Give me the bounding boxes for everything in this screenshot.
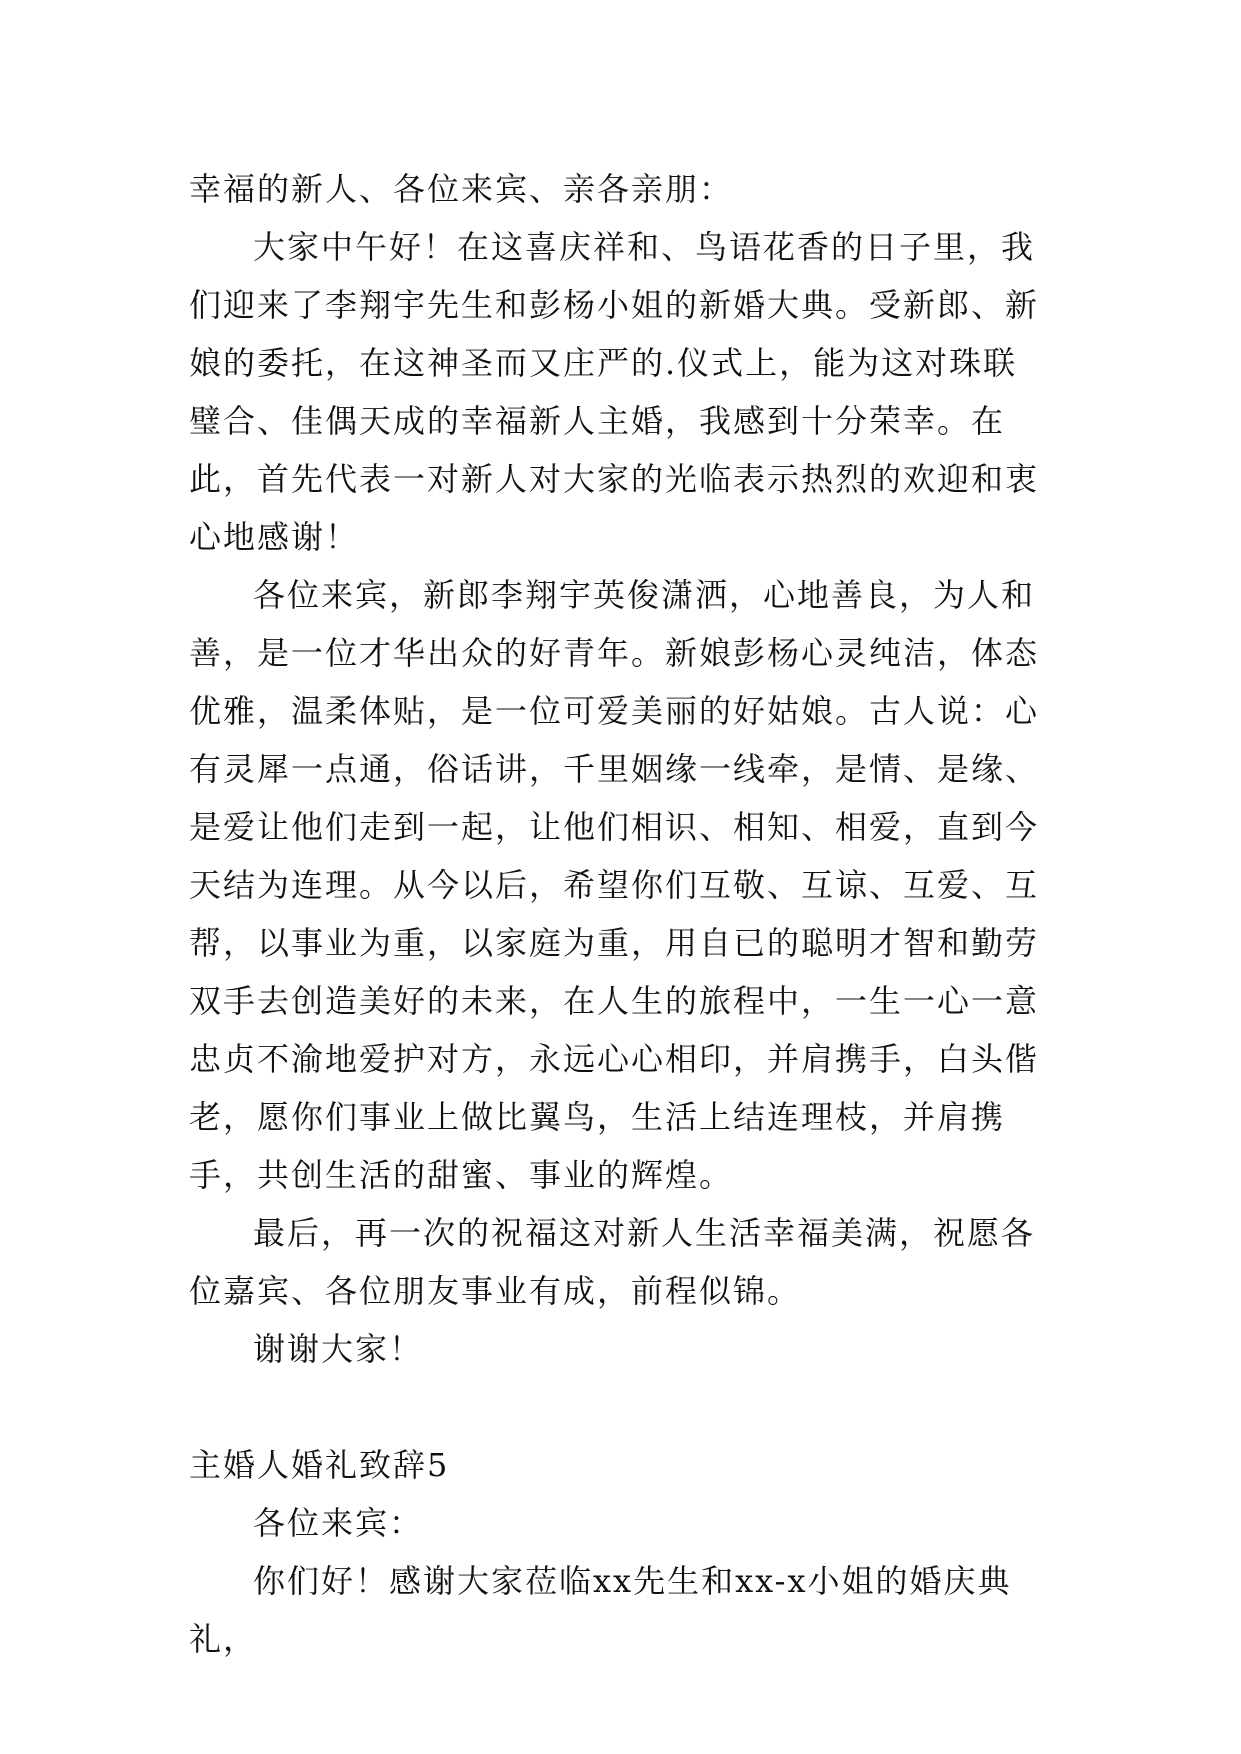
section-title: 主婚人婚礼致辞5 xyxy=(189,1446,450,1484)
paragraph-1: 大家中午好！在这喜庆祥和、鸟语花香的日子里，我们迎来了李翔宇先生和彭杨小姐的新婚大典。受新郎、新娘的委托，在这神圣而又庄严的.仪式上，能为这对珠联璧合、佳偶天成的幸福新人主婚，我感到十分荣幸。在此，首先代表一对新人对大家的光临表示热烈的欢迎和衷心地感谢！ xyxy=(189,228,1040,556)
section-gap xyxy=(189,1378,1049,1436)
greeting: 幸福的新人、各位来宾、亲各亲朋： xyxy=(189,170,734,208)
paragraph-4: 谢谢大家！ xyxy=(253,1330,424,1368)
section-paragraph: 你们好！感谢大家莅临xx先生和xx-x小姐的婚庆典礼， xyxy=(189,1562,1012,1658)
document-body xyxy=(189,160,1049,1668)
section-salutation: 各位来宾： xyxy=(253,1504,424,1542)
paragraph-3: 最后，再一次的祝福这对新人生活幸福美满，祝愿各位嘉宾、各位朋友事业有成，前程似锦。 xyxy=(189,1214,1036,1310)
paragraph-2: 各位来宾，新郎李翔宇英俊潇洒，心地善良，为人和善，是一位才华出众的好青年。新娘彭杨心灵纯洁，体态优雅，温柔体贴，是一位可爱美丽的好姑娘。古人说：心有灵犀一点通，俗话讲，千里姻缘一线牵，是情、是缘、是爱让他们走到一起，让他们相识、相知、相爱，直到今天结为连理。从今以后，希望你们互敬、互谅、互爱、互帮，以事业为重，以家庭为重，用自已的聪明才智和勤劳双手去创造美好的未来，在人生的旅程中，一生一心一意忠贞不渝地爱护对方，永远心心相印，并肩携手，白头偕老，愿你们事业上做比翼鸟，生活上结连理枝，并肩携手，共创生活的甜蜜、事业的辉煌。 xyxy=(189,576,1040,1194)
